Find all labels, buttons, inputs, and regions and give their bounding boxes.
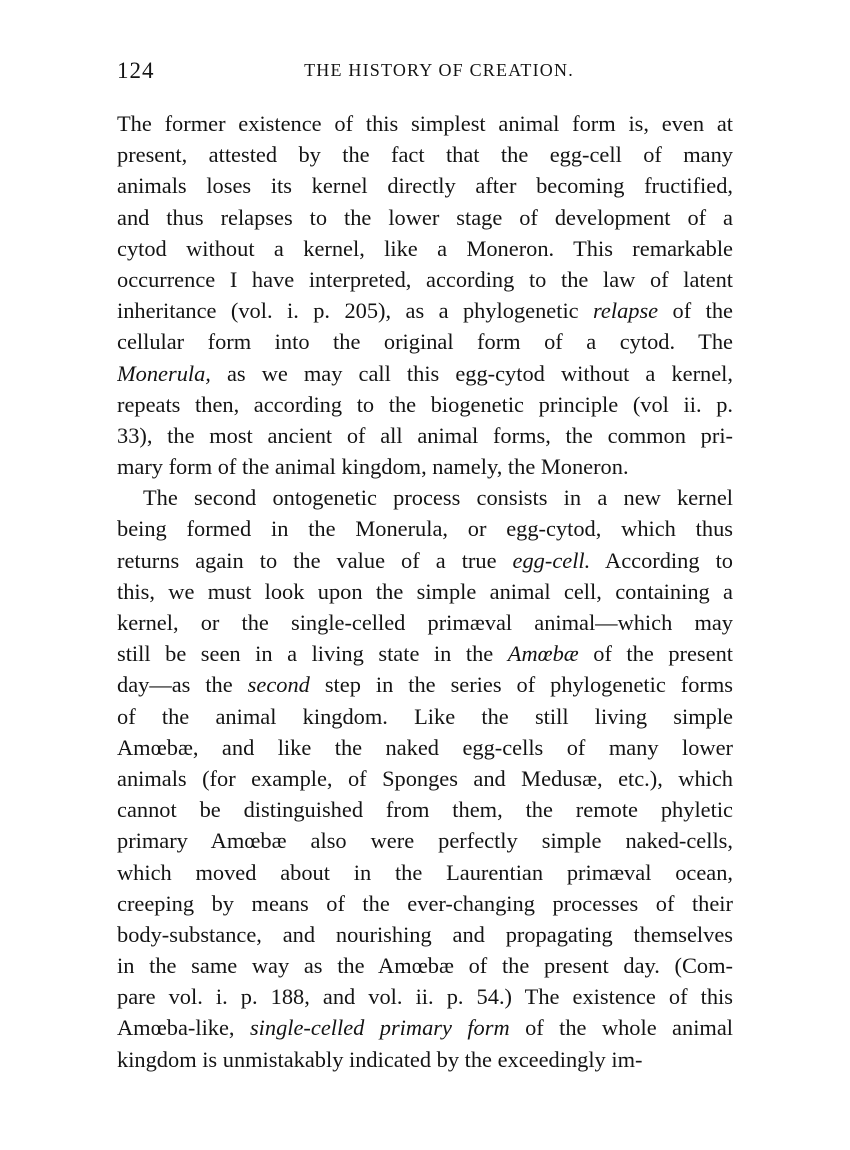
text-run: in the same way as the Amœbæ of the present day. (Com- [117, 953, 733, 979]
running-title: THE HISTORY OF CREATION. [304, 60, 574, 80]
text-run: mary form of the animal kingdom, namely, the Moneron. [117, 454, 629, 480]
text-line [117, 638, 733, 669]
text-run: kernel, or the single-celled primæval animal—which may [117, 610, 733, 635]
text-run: still be seen in a living state in the [117, 641, 508, 667]
text-line [117, 732, 733, 763]
text-run: primary Amœbæ also were perfectly simple naked-cells, [117, 828, 733, 854]
text-run: The second ontogenetic process consists in a new kernel [143, 485, 733, 511]
text-run: repeats then, according to the biogenetic principle (vol ii. p. [117, 391, 733, 417]
page-header [117, 58, 733, 90]
text-line [117, 389, 733, 420]
text-line [117, 170, 733, 201]
text-line [117, 326, 733, 357]
text-run: Amœba-like, [117, 1015, 250, 1041]
text-line [117, 420, 733, 451]
text-line [117, 607, 733, 638]
text-line [117, 295, 733, 326]
text-line [117, 825, 733, 856]
text-line [117, 202, 733, 233]
text-line [117, 919, 733, 950]
text-run: being formed in the Monerula, or egg-cytod, which thus [117, 516, 733, 542]
text-run: kingdom is unmistakably indicated by the exceedingly im- [117, 1046, 643, 1072]
text-run: occurrence I have interpreted, according to the law of latent [117, 266, 733, 292]
paragraph [117, 108, 733, 482]
text-run: present, attested by the fact that the egg-cell of many [117, 142, 733, 168]
text-line [117, 358, 733, 389]
italic-text-run: egg-cell. [512, 547, 591, 573]
text-run: of the [658, 298, 733, 324]
text-line [117, 545, 733, 576]
text-run: and thus relapses to the lower stage of development of a [117, 204, 733, 230]
paragraph [117, 482, 733, 1075]
text-line [117, 888, 733, 919]
text-run: animals (for example, of Sponges and Medusæ, etc.), which [117, 765, 733, 791]
page-number: 124 [117, 58, 155, 83]
italic-text-run: single-celled primary form [249, 1015, 510, 1041]
text-run: animals loses its kernel directly after becoming fructified, [117, 173, 733, 199]
text-line [117, 233, 733, 264]
text-line [117, 264, 733, 295]
text-run: cellular form into the original form of a cytod. The [117, 329, 733, 355]
text-run: of the animal kingdom. Like the still living simple [117, 703, 733, 729]
text-line [117, 950, 733, 981]
text-run: returns again to the value of a true [117, 547, 513, 573]
text-line [117, 794, 733, 825]
italic-text-run: relapse [593, 298, 659, 324]
italic-text-run: second [247, 672, 310, 698]
text-run: step in the series of phylogenetic forms [309, 672, 733, 698]
text-run: creeping by means of the ever-changing processes of their [117, 890, 733, 916]
text-line [117, 669, 733, 700]
italic-text-run: Amœbæ [507, 641, 579, 667]
text-line [117, 1012, 733, 1043]
text-line [117, 108, 733, 139]
text-line [117, 857, 733, 888]
text-run: body-substance, and nourishing and propagating themselves [117, 921, 733, 947]
text-run: day—as the [117, 672, 248, 698]
text-line [117, 701, 733, 732]
text-run: of the whole animal [509, 1015, 733, 1041]
body-text [117, 108, 733, 1075]
text-line [117, 139, 733, 170]
italic-text-run: Monerula, [117, 360, 211, 386]
text-line [117, 451, 733, 482]
text-line [117, 1044, 733, 1075]
text-run: According to [590, 547, 733, 573]
text-run: cytod without a kernel, like a Moneron. This remarkable [117, 235, 733, 261]
text-run: inheritance (vol. i. p. 205), as a phylogenetic [117, 298, 594, 324]
text-run: of the present [578, 641, 733, 667]
text-run: cannot be distinguished from them, the remote phyletic [117, 797, 733, 823]
text-run: which moved about in the Laurentian primæval ocean, [117, 859, 733, 885]
text-run: 33), the most ancient of all animal forms, the common pri- [117, 422, 733, 448]
text-run: this, we must look upon the simple animal cell, containing a [117, 578, 733, 604]
text-line [117, 576, 733, 607]
text-run: as we may call this egg-cytod without a kernel, [210, 360, 733, 386]
text-line [117, 763, 733, 794]
text-line [117, 482, 733, 513]
text-line [117, 513, 733, 544]
text-run: pare vol. i. p. 188, and vol. ii. p. 54.) The existence of this [117, 984, 733, 1010]
text-run: Amœbæ, and like the naked egg-cells of many lower [117, 734, 733, 760]
text-line [117, 981, 733, 1012]
text-run: The former existence of this simplest animal form is, even at [117, 111, 733, 136]
